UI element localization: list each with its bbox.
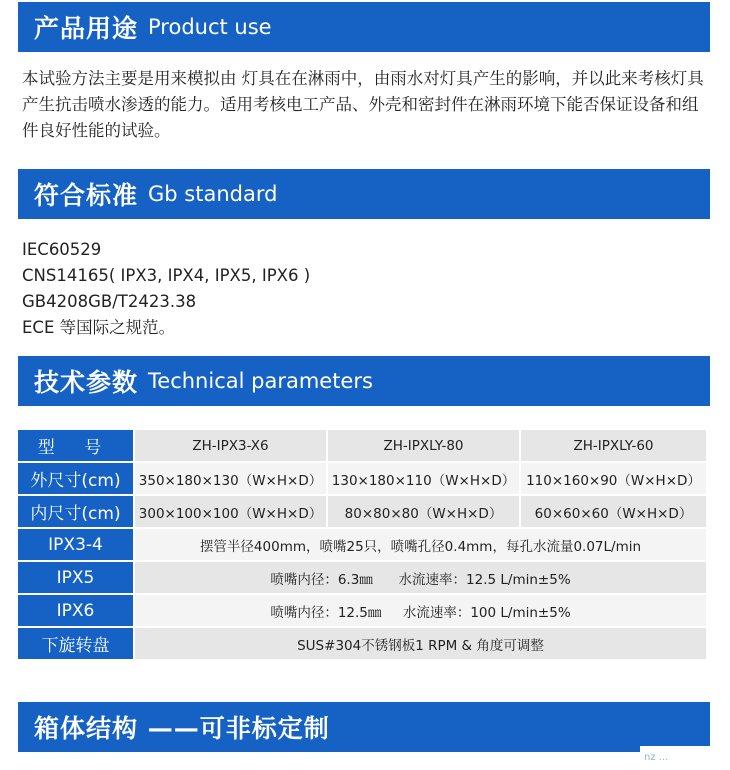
section-title-en: Gb standard: [148, 182, 278, 206]
section-header-standard: [18, 169, 710, 219]
table-row-inner-size: [18, 496, 708, 529]
table-cell: 350×180×130（W×H×D）: [135, 463, 328, 496]
usage-description: 本试验方法主要是用来模拟由 灯具在在淋雨中，由雨水对灯具产生的影响，并以此来考核灯具产生抗击喷水渗透的能力。适用考核电工产品、外壳和密封件在淋雨环境下能否保证设备和组件良好性能的试验。: [22, 69, 704, 140]
section-header-structure: [18, 702, 710, 752]
table-cell: ZH-IPX3-X6: [135, 430, 328, 463]
section-title-cn: 产品用途: [34, 14, 139, 43]
table-cell: ZH-IPXLY-80: [328, 430, 521, 463]
standard-item: CNS14165( IPX3, IPX4, IPX5, IPX6 ): [22, 266, 311, 285]
row-label: 内尺寸(cm): [18, 496, 135, 529]
table-cell: 300×100×100（W×H×D）: [135, 496, 328, 529]
section-title-cn: 符合标准: [34, 181, 139, 210]
watermark: nz ...: [640, 746, 730, 770]
table-cell: SUS#304不锈钢板1 RPM & 角度可调整: [135, 628, 708, 661]
standards-list: [22, 237, 310, 341]
section-title-cn: 技术参数: [34, 368, 139, 397]
params-table: [18, 430, 708, 661]
section-title-cn: 箱体结构 ——可非标定制: [34, 714, 330, 743]
standard-item: ECE 等国际之规范。: [22, 318, 176, 337]
section-header-product-use: [18, 2, 710, 52]
table-cell: ZH-IPXLY-60: [521, 430, 708, 463]
table-row-ipx5: [18, 562, 708, 595]
section-title-en: Technical parameters: [148, 369, 373, 393]
row-label: 型 号: [18, 430, 135, 463]
table-row-outer-size: [18, 463, 708, 496]
table-cell: 60×60×60（W×H×D）: [521, 496, 708, 529]
section-title-en: Product use: [148, 15, 272, 39]
row-label: 外尺寸(cm): [18, 463, 135, 496]
table-row-ipx6: [18, 595, 708, 628]
table-cell: 摆管半径400mm，喷嘴25只，喷嘴孔径0.4mm，每孔水流量0.07L/min: [135, 529, 708, 562]
table-row-turntable: [18, 628, 708, 661]
table-row-ipx3-4: [18, 529, 708, 562]
row-label: IPX3-4: [18, 529, 135, 562]
table-cell: 喷嘴内径：6.3㎜ 水流速率：12.5 L/min±5%: [135, 562, 708, 595]
standard-item: IEC60529: [22, 240, 102, 259]
row-label: IPX6: [18, 595, 135, 628]
row-label: 下旋转盘: [18, 628, 135, 661]
section-header-params: [18, 356, 710, 406]
standard-item: GB4208GB/T2423.38: [22, 292, 197, 311]
table-cell: 110×160×90（W×H×D）: [521, 463, 708, 496]
table-cell: 130×180×110（W×H×D）: [328, 463, 521, 496]
table-cell: 80×80×80（W×H×D）: [328, 496, 521, 529]
table-cell: 喷嘴内径：12.5㎜ 水流速率：100 L/min±5%: [135, 595, 708, 628]
table-row-model: [18, 430, 708, 463]
row-label: IPX5: [18, 562, 135, 595]
